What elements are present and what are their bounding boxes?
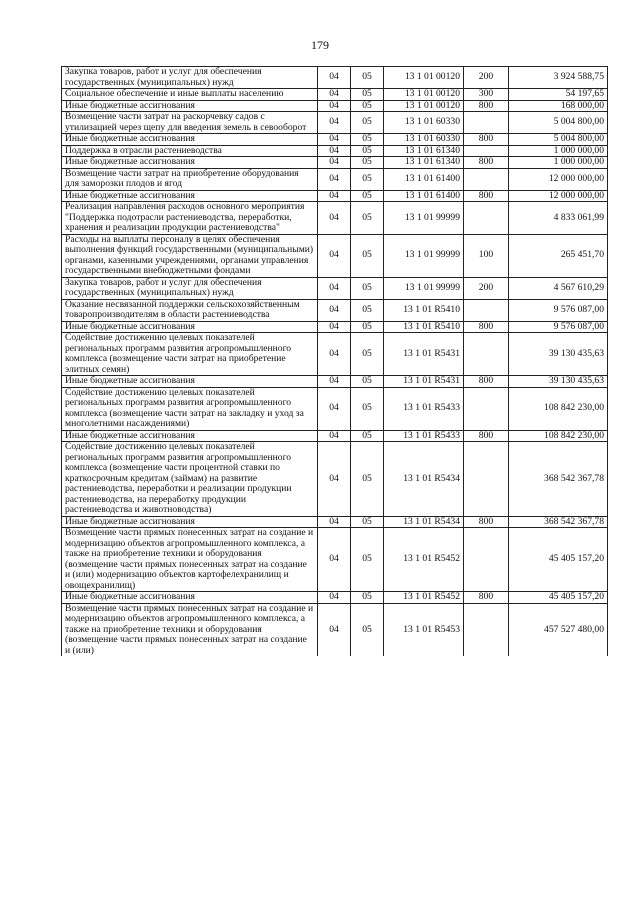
row-expense-type-cell: 800 (464, 321, 509, 333)
row-expense-type-cell: 800 (464, 430, 509, 442)
row-subsection-cell: 05 (351, 168, 384, 190)
row-target-article-cell: 13 1 01 R5453 (384, 603, 464, 656)
row-name-cell: Содействие достижению целевых показателей региональных программ развития агропромышленного комплекса (возмещение части затрат на приобретение элитных семян) (62, 333, 318, 376)
row-section-cell: 04 (318, 516, 351, 528)
row-target-article-cell: 13 1 01 R5434 (384, 442, 464, 517)
table-row (62, 430, 608, 442)
row-name-cell: Закупка товаров, работ и услуг для обеспечения государственных (муниципальных) нужд (62, 277, 318, 299)
row-expense-type-cell (464, 202, 509, 235)
table-row (62, 100, 608, 112)
row-section-cell: 04 (318, 100, 351, 112)
table-row (62, 157, 608, 169)
row-expense-type-cell: 300 (464, 89, 509, 101)
row-section-cell: 04 (318, 112, 351, 134)
row-name-cell: Поддержка в отрасли растениеводства (62, 145, 318, 157)
row-subsection-cell: 05 (351, 89, 384, 101)
row-amount-cell: 4 567 610,29 (509, 277, 608, 299)
row-amount-cell: 39 130 435,63 (509, 376, 608, 388)
row-name-cell: Иные бюджетные ассигнования (62, 430, 318, 442)
row-target-article-cell: 13 1 01 R5410 (384, 299, 464, 321)
table-row (62, 168, 608, 190)
row-section-cell: 04 (318, 168, 351, 190)
row-target-article-cell: 13 1 01 60330 (384, 134, 464, 146)
row-name-cell: Возмещение части затрат на приобретение оборудования для заморозки плодов и ягод (62, 168, 318, 190)
row-subsection-cell: 05 (351, 299, 384, 321)
row-name-cell: Возмещение части прямых понесенных затрат на создание и модернизацию объектов агропромышленного комплекса, а также на приобретение техники и оборудования (возмещение части прямых понесенных затрат на создание и (или) (62, 603, 318, 656)
row-subsection-cell: 05 (351, 442, 384, 517)
row-section-cell: 04 (318, 333, 351, 376)
row-amount-cell: 9 576 087,00 (509, 321, 608, 333)
row-expense-type-cell (464, 112, 509, 134)
table-row (62, 516, 608, 528)
row-amount-cell: 457 527 480,00 (509, 603, 608, 656)
row-section-cell: 04 (318, 376, 351, 388)
row-amount-cell: 39 130 435,63 (509, 333, 608, 376)
row-amount-cell: 168 000,00 (509, 100, 608, 112)
row-name-cell: Социальное обеспечение и иные выплаты населению (62, 89, 318, 101)
row-expense-type-cell: 200 (464, 67, 509, 89)
row-name-cell: Содействие достижению целевых показателей региональных программ развития агропромышленного комплекса (возмещение части процентной ставки по краткосрочным кредитам (займам) на развитие растениеводства, переработки и реализации продукции растениеводства, на переработку продукции растениеводства и животноводства) (62, 442, 318, 517)
row-name-cell: Иные бюджетные ассигнования (62, 376, 318, 388)
row-amount-cell: 5 004 800,00 (509, 134, 608, 146)
table-row (62, 528, 608, 592)
row-subsection-cell: 05 (351, 387, 384, 430)
row-expense-type-cell (464, 145, 509, 157)
row-section-cell: 04 (318, 277, 351, 299)
row-amount-cell: 3 924 588,75 (509, 67, 608, 89)
table-row (62, 376, 608, 388)
row-amount-cell: 54 197,65 (509, 89, 608, 101)
row-subsection-cell: 05 (351, 134, 384, 146)
row-amount-cell: 9 576 087,00 (509, 299, 608, 321)
table-row (62, 89, 608, 101)
row-amount-cell: 108 842 230,00 (509, 430, 608, 442)
row-subsection-cell: 05 (351, 100, 384, 112)
row-target-article-cell: 13 1 01 61340 (384, 145, 464, 157)
row-subsection-cell: 05 (351, 321, 384, 333)
row-name-cell: Иные бюджетные ассигнования (62, 157, 318, 169)
row-name-cell: Иные бюджетные ассигнования (62, 100, 318, 112)
table-row (62, 277, 608, 299)
row-section-cell: 04 (318, 190, 351, 202)
budget-table (61, 66, 608, 656)
row-name-cell: Возмещение части прямых понесенных затрат на создание и модернизацию объектов агропромышленного комплекса, а также на приобретение техники и оборудования (возмещение части прямых понесенных затрат на создание и (или) модернизацию объектов картофелехранилищ и овощехранилищ) (62, 528, 318, 592)
row-target-article-cell: 13 1 01 R5433 (384, 430, 464, 442)
row-expense-type-cell (464, 168, 509, 190)
row-target-article-cell: 13 1 01 99999 (384, 234, 464, 277)
row-target-article-cell: 13 1 01 99999 (384, 277, 464, 299)
row-section-cell: 04 (318, 134, 351, 146)
row-expense-type-cell (464, 333, 509, 376)
row-amount-cell: 368 542 367,78 (509, 442, 608, 517)
row-amount-cell: 1 000 000,00 (509, 157, 608, 169)
row-target-article-cell: 13 1 01 00120 (384, 100, 464, 112)
row-expense-type-cell (464, 603, 509, 656)
row-subsection-cell: 05 (351, 202, 384, 235)
row-expense-type-cell: 800 (464, 376, 509, 388)
row-expense-type-cell: 100 (464, 234, 509, 277)
row-subsection-cell: 05 (351, 430, 384, 442)
row-section-cell: 04 (318, 321, 351, 333)
row-name-cell: Возмещение части затрат на раскорчевку садов с утилизацией через щепу для введения земель в севооборот (62, 112, 318, 134)
row-target-article-cell: 13 1 01 R5452 (384, 592, 464, 604)
row-amount-cell: 1 000 000,00 (509, 145, 608, 157)
row-section-cell: 04 (318, 234, 351, 277)
row-name-cell: Расходы на выплаты персоналу в целях обеспечения выполнения функций государственными (муниципальными) органами, казенными учреждениями, органами управления государственными внебюджетными фондами (62, 234, 318, 277)
row-expense-type-cell (464, 299, 509, 321)
row-name-cell: Иные бюджетные ассигнования (62, 592, 318, 604)
row-target-article-cell: 13 1 01 99999 (384, 202, 464, 235)
row-subsection-cell: 05 (351, 145, 384, 157)
row-expense-type-cell (464, 528, 509, 592)
row-expense-type-cell (464, 387, 509, 430)
row-subsection-cell: 05 (351, 516, 384, 528)
row-expense-type-cell: 800 (464, 157, 509, 169)
row-target-article-cell: 13 1 01 R5410 (384, 321, 464, 333)
row-subsection-cell: 05 (351, 528, 384, 592)
table-row (62, 603, 608, 656)
row-name-cell: Оказание несвязанной поддержки сельскохозяйственным товаропроизводителям в области растениеводства (62, 299, 318, 321)
row-target-article-cell: 13 1 01 61340 (384, 157, 464, 169)
row-amount-cell: 12 000 000,00 (509, 190, 608, 202)
row-section-cell: 04 (318, 157, 351, 169)
row-name-cell: Иные бюджетные ассигнования (62, 134, 318, 146)
row-target-article-cell: 13 1 01 R5452 (384, 528, 464, 592)
page-number: 179 (311, 38, 329, 52)
row-section-cell: 04 (318, 528, 351, 592)
table-row (62, 333, 608, 376)
row-amount-cell: 4 833 061,99 (509, 202, 608, 235)
row-section-cell: 04 (318, 430, 351, 442)
row-section-cell: 04 (318, 592, 351, 604)
row-amount-cell: 45 405 157,20 (509, 592, 608, 604)
row-name-cell: Реализация направления расходов основного мероприятия "Поддержка подотрасли растениеводства, переработки, хранения и реализации продукции растениеводства" (62, 202, 318, 235)
row-subsection-cell: 05 (351, 112, 384, 134)
row-section-cell: 04 (318, 299, 351, 321)
table-row (62, 442, 608, 517)
row-expense-type-cell: 200 (464, 277, 509, 299)
row-expense-type-cell: 800 (464, 100, 509, 112)
row-target-article-cell: 13 1 01 R5433 (384, 387, 464, 430)
row-expense-type-cell: 800 (464, 592, 509, 604)
row-section-cell: 04 (318, 442, 351, 517)
row-subsection-cell: 05 (351, 67, 384, 89)
row-target-article-cell: 13 1 01 00120 (384, 67, 464, 89)
table-row (62, 202, 608, 235)
row-name-cell: Закупка товаров, работ и услуг для обеспечения государственных (муниципальных) нужд (62, 67, 318, 89)
row-target-article-cell: 13 1 01 R5431 (384, 333, 464, 376)
row-section-cell: 04 (318, 387, 351, 430)
row-name-cell: Содействие достижению целевых показателей региональных программ развития агропромышленного комплекса (возмещение части затрат на закладку и уход за многолетними насаждениями) (62, 387, 318, 430)
row-subsection-cell: 05 (351, 376, 384, 388)
row-amount-cell: 108 842 230,00 (509, 387, 608, 430)
table-row (62, 67, 608, 89)
row-expense-type-cell: 800 (464, 134, 509, 146)
table-row (62, 234, 608, 277)
table-row (62, 112, 608, 134)
table-row (62, 321, 608, 333)
row-subsection-cell: 05 (351, 592, 384, 604)
row-amount-cell: 265 451,70 (509, 234, 608, 277)
row-amount-cell: 5 004 800,00 (509, 112, 608, 134)
row-expense-type-cell (464, 442, 509, 517)
row-subsection-cell: 05 (351, 157, 384, 169)
table-row (62, 592, 608, 604)
row-subsection-cell: 05 (351, 333, 384, 376)
row-name-cell: Иные бюджетные ассигнования (62, 516, 318, 528)
row-subsection-cell: 05 (351, 234, 384, 277)
row-section-cell: 04 (318, 603, 351, 656)
budget-table-body (62, 67, 608, 657)
row-subsection-cell: 05 (351, 190, 384, 202)
table-row (62, 387, 608, 430)
row-target-article-cell: 13 1 01 61400 (384, 190, 464, 202)
row-section-cell: 04 (318, 89, 351, 101)
table-row (62, 134, 608, 146)
row-expense-type-cell: 800 (464, 190, 509, 202)
row-section-cell: 04 (318, 67, 351, 89)
row-target-article-cell: 13 1 01 60330 (384, 112, 464, 134)
row-target-article-cell: 13 1 01 R5431 (384, 376, 464, 388)
row-amount-cell: 45 405 157,20 (509, 528, 608, 592)
row-name-cell: Иные бюджетные ассигнования (62, 321, 318, 333)
table-row (62, 299, 608, 321)
row-target-article-cell: 13 1 01 61400 (384, 168, 464, 190)
row-subsection-cell: 05 (351, 277, 384, 299)
row-name-cell: Иные бюджетные ассигнования (62, 190, 318, 202)
row-section-cell: 04 (318, 145, 351, 157)
row-section-cell: 04 (318, 202, 351, 235)
row-expense-type-cell: 800 (464, 516, 509, 528)
row-amount-cell: 368 542 367,78 (509, 516, 608, 528)
table-row (62, 145, 608, 157)
table-row (62, 190, 608, 202)
row-subsection-cell: 05 (351, 603, 384, 656)
row-amount-cell: 12 000 000,00 (509, 168, 608, 190)
row-target-article-cell: 13 1 01 R5434 (384, 516, 464, 528)
row-target-article-cell: 13 1 01 00120 (384, 89, 464, 101)
